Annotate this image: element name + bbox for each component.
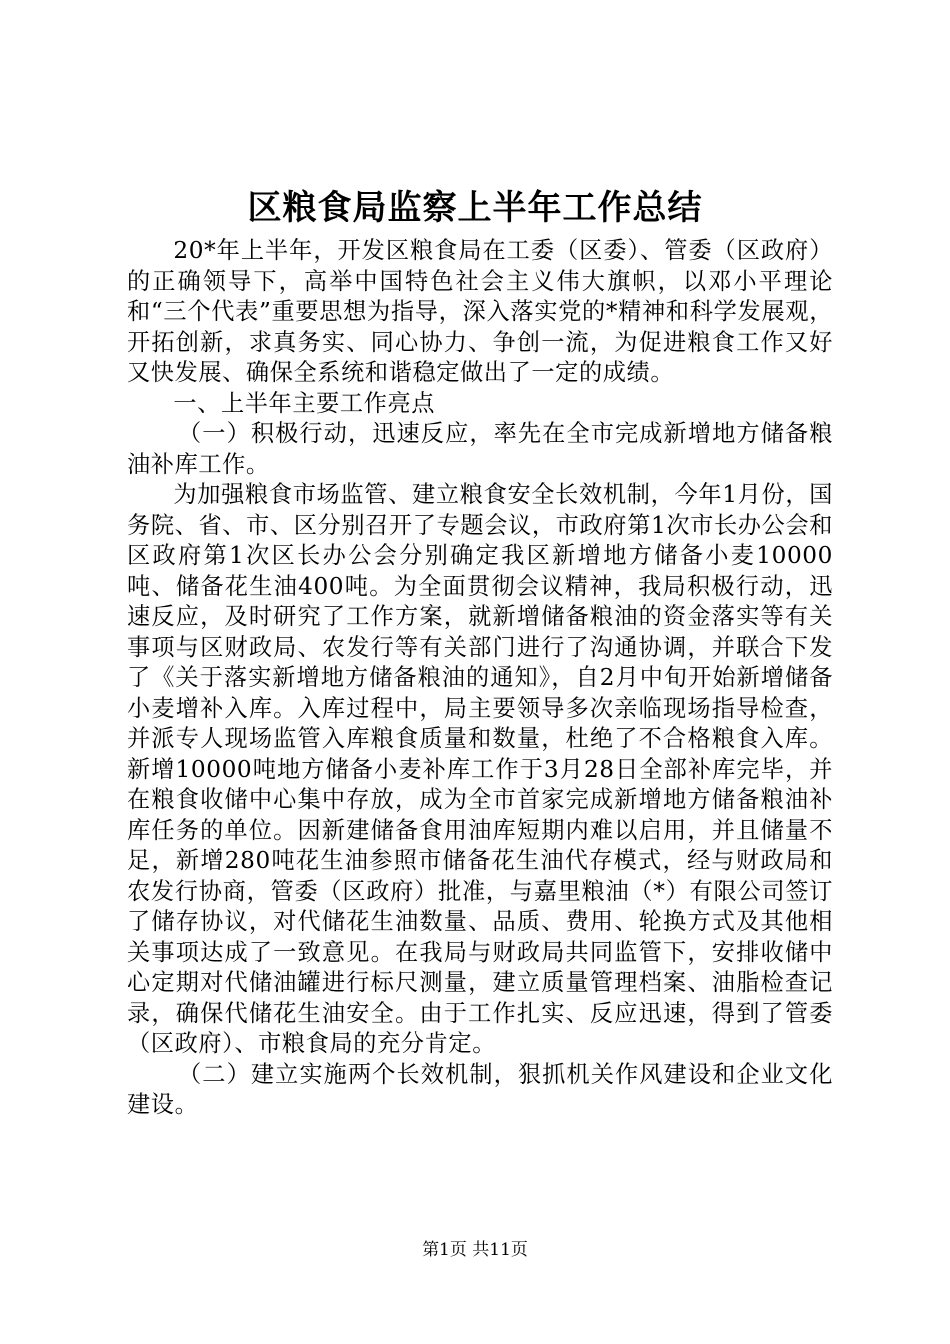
page-footer: 第1页 共11页 xyxy=(422,1240,528,1260)
page-title: 区粮食局监察上半年工作总结 xyxy=(247,188,703,228)
section-heading: 一、上半年主要工作亮点 xyxy=(173,389,436,417)
subsection-heading-1: （一）积极行动，迅速反应，率先在全市完成新增地方储备粮油补库工作。 xyxy=(127,420,833,478)
intro-paragraph: 20*年上半年，开发区粮食局在工委（区委）、管委（区政府）的正确领导下，高举中国特色社会主义伟大旗帜，以邓小平理论和“三个代表”重要思想为指导，深入落实党的*精神和科学发展观，开拓创新，求真务实、同心协力、争创一流，为促进粮食工作又好又快发展、确保全系统和谐稳定做出了一定的成绩。 xyxy=(127,237,833,386)
body-paragraph: 为加强粮食市场监管、建立粮食安全长效机制，今年1月份，国务院、省、市、区分别召开了专题会议，市政府第1次市长办公会和区政府第1次区长办公会分别确定我区新增地方储备小麦10000吨、储备花生油400吨。为全面贯彻会议精神，我局积极行动，迅速反应，及时研究了工作方案，就新增储备粮油的资金落实等有关事项与区财政局、农发行等有关部门进行了沟通协调，并联合下发了《关于落实新增地方储备粮油的通知》，自2月中旬开始新增储备小麦增补入库。入库过程中，局主要领导多次亲临现场指导检查，并派专人现场监管入库粮食质量和数量，杜绝了不合格粮食入库。新增10000吨地方储备小麦补库工作于3月28日全部补库完毕，并在粮食收储中心集中存放，成为全市首家完成新增地方储备粮油补库任务的单位。因新建储备食用油库短期内难以启用，并且储量不足，新增280吨花生油参照市储备花生油代存模式，经与财政局和农发行协商，管委（区政府）批准，与嘉里粮油（*）有限公司签订了储存协议，对代储花生油数量、品质、费用、轮换方式及其他相关事项达成了一致意见。在我局与财政局共同监管下，安排收储中心定期对代储油罐进行标尺测量，建立质量管理档案、油脂检查记录，确保代储花生油安全。由于工作扎实、反应迅速，得到了管委（区政府）、市粮食局的充分肯定。 xyxy=(127,481,833,1057)
subsection-heading-2: （二）建立实施两个长效机制，狠抓机关作风建设和企业文化建设。 xyxy=(127,1060,833,1118)
document-body xyxy=(127,236,833,1121)
